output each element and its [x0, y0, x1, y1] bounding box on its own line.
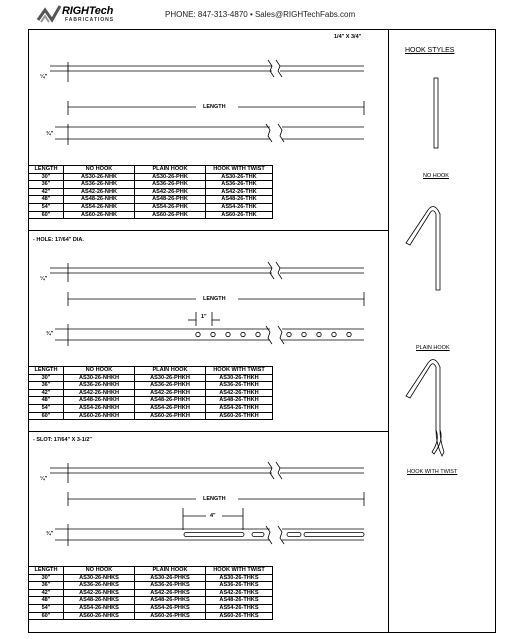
cell: AS42-26-NHKS	[64, 589, 135, 597]
cell: AS48-26-THKH	[206, 397, 273, 405]
cell: AS60-26-NHKS	[64, 612, 135, 620]
no-hook-label: NO HOOK	[423, 173, 449, 179]
header-plain-hook: PLAIN HOOK	[135, 367, 206, 375]
cell: 42"	[29, 188, 64, 196]
table-row	[29, 404, 273, 412]
cell: AS30-26-THKH	[206, 374, 273, 382]
thickness-dim: ¼"	[40, 476, 48, 482]
cell: AS42-26-THKH	[206, 389, 273, 397]
table-row	[29, 203, 273, 211]
header-plain-hook: PLAIN HOOK	[135, 166, 206, 174]
cell: AS60-26-NHK	[64, 211, 135, 219]
table-row	[29, 604, 273, 612]
header-no-hook: NO HOOK	[64, 567, 135, 575]
length-dim: LENGTH	[203, 104, 226, 110]
thickness-dim: ¼"	[40, 276, 48, 282]
cell: 30"	[29, 574, 64, 582]
logo-text: RIGHTech	[62, 5, 114, 17]
cell: AS48-26-NHK	[64, 196, 135, 204]
header-length: LENGTH	[29, 166, 64, 174]
cell: 36"	[29, 382, 64, 390]
cell: 42"	[29, 589, 64, 597]
size-label: 1/4" X 3/4"	[334, 34, 362, 40]
cell: AS60-26-PHK	[135, 211, 206, 219]
contact-info: PHONE: 847-313-4870 • Sales@RIGHTechFabs.com	[165, 10, 356, 19]
cell: AS54-26-PHKS	[135, 604, 206, 612]
thickness-dim: ¼"	[40, 74, 48, 80]
hole-note: - HOLE: 17/64" DIA.	[33, 237, 84, 243]
logo-subtext: FABRICATIONS	[65, 17, 115, 23]
width-dim: ¾"	[46, 331, 54, 337]
cell: AS30-26-PHKH	[135, 374, 206, 382]
hook-styles-title: HOOK STYLES	[405, 47, 455, 54]
cell: AS48-26-THK	[206, 196, 273, 204]
cell: 48"	[29, 196, 64, 204]
cell: AS42-26-PHK	[135, 188, 206, 196]
width-dim: ¾"	[46, 531, 54, 537]
table-row	[29, 173, 273, 181]
cell: AS42-26-PHKS	[135, 589, 206, 597]
table-row	[29, 389, 273, 397]
cell: AS54-26-NHKS	[64, 604, 135, 612]
cell: AS54-26-THK	[206, 203, 273, 211]
cell: AS48-26-PHKS	[135, 597, 206, 605]
table-row	[29, 412, 273, 420]
cell: AS36-26-PHKH	[135, 382, 206, 390]
cell: AS42-26-THKS	[206, 589, 273, 597]
header-no-hook: NO HOOK	[64, 166, 135, 174]
table-row	[29, 597, 273, 605]
table-header-row	[29, 166, 273, 174]
header-plain-hook: PLAIN HOOK	[135, 567, 206, 575]
cell: 60"	[29, 612, 64, 620]
cell: AS36-26-THKS	[206, 582, 273, 590]
cell: AS60-26-PHKS	[135, 612, 206, 620]
header-no-hook: NO HOOK	[64, 367, 135, 375]
cell: AS42-26-NHKH	[64, 389, 135, 397]
cell: AS54-26-NHKH	[64, 404, 135, 412]
cell: AS42-26-THK	[206, 188, 273, 196]
cell: AS36-26-NHKS	[64, 582, 135, 590]
cell: 54"	[29, 203, 64, 211]
cell: AS60-26-THKH	[206, 412, 273, 420]
cell: AS42-26-PHKH	[135, 389, 206, 397]
table-row	[29, 582, 273, 590]
cell: AS30-26-THKS	[206, 574, 273, 582]
cell: 60"	[29, 211, 64, 219]
header-length: LENGTH	[29, 367, 64, 375]
cell: AS30-26-NHK	[64, 173, 135, 181]
cell: AS60-26-PHKH	[135, 412, 206, 420]
hole-spacing-dim: 1"	[201, 314, 207, 320]
table-row	[29, 574, 273, 582]
table-row	[29, 612, 273, 620]
cell: AS60-26-NHKH	[64, 412, 135, 420]
cell: 30"	[29, 173, 64, 181]
slot-length-dim: 4"	[210, 513, 216, 519]
length-dim: LENGTH	[203, 296, 226, 302]
cell: AS60-26-THK	[206, 211, 273, 219]
table-row	[29, 374, 273, 382]
cell: AS60-26-THKS	[206, 612, 273, 620]
cell: AS48-26-NHKS	[64, 597, 135, 605]
table-header-row	[29, 567, 273, 575]
header-length: LENGTH	[29, 567, 64, 575]
cell: AS36-26-NHKH	[64, 382, 135, 390]
cell: AS54-26-THKS	[206, 604, 273, 612]
width-dim: ¾"	[46, 131, 54, 137]
cell: 42"	[29, 389, 64, 397]
table-row	[29, 397, 273, 405]
table-row	[29, 188, 273, 196]
cell: AS54-26-PHKH	[135, 404, 206, 412]
table-row	[29, 382, 273, 390]
cell: AS48-26-NHKH	[64, 397, 135, 405]
cell: AS30-26-PHK	[135, 173, 206, 181]
cell: AS48-26-PHK	[135, 196, 206, 204]
table-header-row	[29, 367, 273, 375]
slot-note: - SLOT: 17/64" X 3-1/2"	[33, 437, 93, 443]
cell: AS30-26-NHKH	[64, 374, 135, 382]
header-hook-twist: HOOK WITH TWIST	[206, 367, 273, 375]
cell: 48"	[29, 397, 64, 405]
cell: AS48-26-THKS	[206, 597, 273, 605]
cell: AS48-26-PHKH	[135, 397, 206, 405]
cell: 60"	[29, 412, 64, 420]
table-row	[29, 196, 273, 204]
cell: AS36-26-THK	[206, 181, 273, 189]
table-row	[29, 181, 273, 189]
cell: AS36-26-PHK	[135, 181, 206, 189]
plain-hook-label: PLAIN HOOK	[416, 345, 450, 351]
length-dim: LENGTH	[203, 496, 226, 502]
header-hook-twist: HOOK WITH TWIST	[206, 567, 273, 575]
cell: AS30-26-THK	[206, 173, 273, 181]
cell: 36"	[29, 181, 64, 189]
cell: AS54-26-PHK	[135, 203, 206, 211]
cell: 48"	[29, 597, 64, 605]
table-row	[29, 589, 273, 597]
part-number-table-1	[28, 165, 273, 219]
hook-with-twist-label: HOOK WITH TWIST	[407, 469, 458, 475]
part-number-table-2	[28, 366, 273, 420]
header-hook-twist: HOOK WITH TWIST	[206, 166, 273, 174]
cell: AS54-26-NHK	[64, 203, 135, 211]
cell: AS30-26-PHKS	[135, 574, 206, 582]
cell: AS36-26-THKH	[206, 382, 273, 390]
part-number-table-3	[28, 566, 273, 620]
cell: AS30-26-NHKS	[64, 574, 135, 582]
cell: 30"	[29, 374, 64, 382]
cell: AS36-26-NHK	[64, 181, 135, 189]
cell: 36"	[29, 582, 64, 590]
cell: 54"	[29, 604, 64, 612]
cell: AS42-26-NHK	[64, 188, 135, 196]
table-row	[29, 211, 273, 219]
cell: AS36-26-PHKS	[135, 582, 206, 590]
cell: AS54-26-THKH	[206, 404, 273, 412]
cell: 54"	[29, 404, 64, 412]
